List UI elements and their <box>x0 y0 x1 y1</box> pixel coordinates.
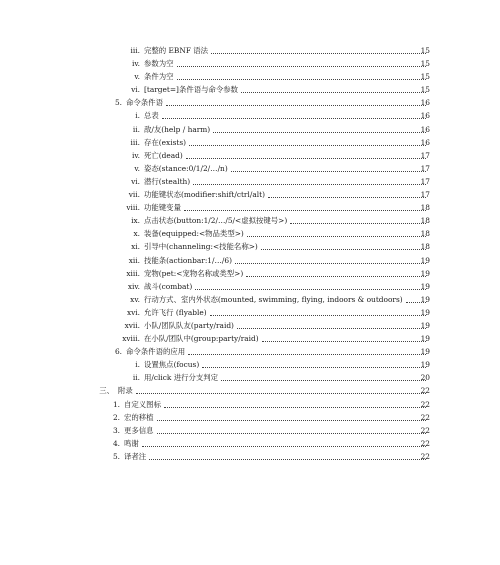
toc-entry[interactable] <box>0 345 500 358</box>
toc-entry-title: 姿态(stance:0/1/2/…/n) <box>144 163 228 173</box>
toc-entry-number: iv. <box>131 59 140 69</box>
toc-entry-title: 宏的移植 <box>124 412 154 422</box>
dot-leader <box>157 433 426 434</box>
toc-entry-page-number: 17 <box>420 190 430 200</box>
toc-entry[interactable] <box>0 70 500 83</box>
toc-entry[interactable] <box>0 437 500 450</box>
toc-entry-number: ix. <box>131 216 140 226</box>
toc-entry[interactable] <box>0 83 500 96</box>
toc-entry-title: 潜行(stealth) <box>144 176 191 186</box>
toc-entry-page-number: 19 <box>420 320 430 330</box>
dot-leader <box>211 53 426 54</box>
toc-entry-number: i. <box>135 111 140 121</box>
toc-entry-page-number: 19 <box>420 307 430 317</box>
toc-entry-page-number: 22 <box>420 399 430 409</box>
toc-entry-title: 参数为空 <box>144 59 174 69</box>
dot-leader <box>157 420 426 421</box>
dot-leader <box>290 223 426 224</box>
toc-entry-page-number: 22 <box>420 412 430 422</box>
toc-entry[interactable] <box>0 109 500 122</box>
toc-entry-number: 6. <box>114 347 122 357</box>
toc-entry-title: 在小队/团队中(group:party/raid) <box>144 334 259 344</box>
toc-entry-number: xi. <box>131 242 140 252</box>
dot-leader <box>166 105 426 106</box>
toc-entry-page-number: 17 <box>420 163 430 173</box>
toc-entry[interactable] <box>0 358 500 371</box>
toc-entry-number: xvi. <box>126 307 140 317</box>
toc-entry-page-number: 19 <box>420 255 430 265</box>
toc-entry[interactable] <box>0 384 500 397</box>
toc-entry-page-number: 22 <box>420 438 430 448</box>
toc-entry-number: 5. <box>112 451 120 461</box>
toc-entry-page-number: 19 <box>420 347 430 357</box>
toc-entry-number: ii. <box>132 373 140 383</box>
dot-leader <box>177 66 426 67</box>
toc-entry-title: 用/click 进行分支判定 <box>144 373 219 383</box>
toc-entry-page-number: 19 <box>420 294 430 304</box>
toc-entry-page-number: 15 <box>420 72 430 82</box>
toc-entry-title: 装备(equipped:<物品类型>) <box>144 229 244 239</box>
toc-entry-title: 行动方式、室内外状态(mounted, swimming, flying, indoors & outdoors) <box>144 294 403 304</box>
toc-entry-page-number: 19 <box>420 281 430 291</box>
toc-entry-number: xviii. <box>122 334 140 344</box>
dot-leader <box>189 145 426 146</box>
toc-entry[interactable] <box>0 149 500 162</box>
toc-entry-page-number: 17 <box>420 176 430 186</box>
toc-entry-number: v. <box>134 72 140 82</box>
toc-entry-title: 自定义图标 <box>124 399 161 409</box>
toc-entry-number: vi. <box>131 85 140 95</box>
toc-entry-title: 功能键变量 <box>144 203 181 213</box>
toc-entry-number: xii. <box>128 255 140 265</box>
toc-entry[interactable] <box>0 175 500 188</box>
toc-entry-page-number: 19 <box>420 360 430 370</box>
toc-entry-title: 技能条(actionbar:1/…/6) <box>144 255 232 265</box>
dot-leader <box>188 354 426 355</box>
toc-entry-title: 功能键状态(modifier:shift/ctrl/alt) <box>144 190 265 200</box>
toc-entry-title: 存在(exists) <box>144 137 187 147</box>
dot-leader <box>268 197 426 198</box>
dot-leader <box>246 276 426 277</box>
toc-entry-page-number: 15 <box>420 59 430 69</box>
dot-leader <box>162 118 426 119</box>
toc-entry-page-number: 16 <box>420 98 430 108</box>
dot-leader <box>202 367 426 368</box>
toc-entry-title: 命令条件语的应用 <box>126 347 186 357</box>
toc-entry[interactable] <box>0 214 500 227</box>
toc-entry-title: 死亡(dead) <box>144 150 183 160</box>
toc-entry-page-number: 22 <box>420 386 430 396</box>
toc-entry-title: 允许飞行 (flyable) <box>144 307 207 317</box>
toc-entry[interactable] <box>0 371 500 384</box>
dot-leader <box>247 236 426 237</box>
toc-entry-number: 4. <box>112 438 120 448</box>
toc-entry-number: 5. <box>114 98 122 108</box>
toc-entry-title: 完整的 EBNF 语法 <box>144 46 209 55</box>
toc-entry-title: 引导中(channeling:<技能名称>) <box>144 242 258 252</box>
toc-entry-title: 小队/团队队友(party/raid) <box>144 320 234 330</box>
dot-leader <box>177 79 426 80</box>
dot-leader <box>231 171 426 172</box>
toc-entry-title: 敌/友(help / harm) <box>144 124 211 134</box>
dot-leader <box>186 158 426 159</box>
toc-entry-page-number: 22 <box>420 451 430 461</box>
toc-entry[interactable] <box>0 450 500 463</box>
dot-leader <box>184 210 426 211</box>
dot-leader <box>142 446 426 447</box>
dot-leader <box>213 132 426 133</box>
toc-entry-number: xiv. <box>127 281 140 291</box>
toc-entry[interactable] <box>0 188 500 201</box>
toc-entry[interactable] <box>0 123 500 136</box>
toc-entry[interactable] <box>0 424 500 437</box>
toc-entry[interactable] <box>0 201 500 214</box>
toc-entry-number: xv. <box>130 294 140 304</box>
toc-entry-page-number: 22 <box>420 425 430 435</box>
toc-entry-number: 三、 <box>99 386 114 396</box>
toc-entry[interactable] <box>0 280 500 293</box>
dot-leader <box>149 459 426 460</box>
toc-entry[interactable] <box>0 267 500 280</box>
toc-entry-page-number: 18 <box>420 242 430 252</box>
toc-entry[interactable] <box>0 398 500 411</box>
toc-entry-page-number: 18 <box>420 203 430 213</box>
toc-entry-title: 条件为空 <box>144 72 174 82</box>
toc-entry-title: 附录 <box>118 386 133 396</box>
toc-entry[interactable] <box>0 411 500 424</box>
toc-entry-number: xiii. <box>126 268 140 278</box>
toc-entry-number: iv. <box>131 150 140 160</box>
dot-leader <box>241 92 426 93</box>
toc-entry-page-number: 15 <box>420 46 430 55</box>
dot-leader <box>193 184 426 185</box>
toc-entry-page-number: 16 <box>420 111 430 121</box>
toc-entry-number: vi. <box>131 176 140 186</box>
toc-entry-page-number: 19 <box>420 334 430 344</box>
dot-leader <box>195 289 426 290</box>
toc-entry-page-number: 19 <box>420 268 430 278</box>
toc-entry-number: x. <box>133 229 140 239</box>
toc-entry[interactable] <box>0 96 500 109</box>
dot-leader <box>136 393 426 394</box>
toc-entry-title: 鸣谢 <box>124 438 139 448</box>
toc-entry-title: 设置焦点(focus) <box>144 360 200 370</box>
toc-entry-title: 更多信息 <box>124 425 154 435</box>
dot-leader <box>262 341 426 342</box>
toc-entry[interactable] <box>0 136 500 149</box>
toc-entry-page-number: 16 <box>420 124 430 134</box>
toc-entry-number: ii. <box>132 124 140 134</box>
toc-entry-page-number: 18 <box>420 229 430 239</box>
toc-entry[interactable] <box>0 44 500 57</box>
toc-entry[interactable] <box>0 240 500 253</box>
toc-entry[interactable] <box>0 57 500 70</box>
toc-entry-number: vii. <box>128 190 140 200</box>
toc-entry-number: xvii. <box>124 320 140 330</box>
toc-entry-page-number: 16 <box>420 137 430 147</box>
toc-entry[interactable] <box>0 332 500 345</box>
toc-entry-page-number: 15 <box>420 85 430 95</box>
toc-entry-number: 2. <box>112 412 120 422</box>
toc-entry-title: 点击状态(button:1/2/…/5/<虚拟按键号>) <box>144 216 288 226</box>
toc-entry-page-number: 18 <box>420 216 430 226</box>
toc-entry-title: [target=]条件语与命令参数 <box>144 85 239 95</box>
toc-entry-number: i. <box>135 360 140 370</box>
toc-entry-title: 战斗(combat) <box>144 281 193 291</box>
toc-entry[interactable] <box>0 254 500 267</box>
table-of-contents <box>0 44 500 463</box>
toc-entry-number: v. <box>134 163 140 173</box>
toc-entry[interactable] <box>0 293 500 306</box>
toc-entry-title: 译者注 <box>124 451 147 461</box>
toc-entry-page-number: 17 <box>420 150 430 160</box>
dot-leader <box>221 380 426 381</box>
dot-leader <box>261 249 426 250</box>
toc-entry-title: 总表 <box>144 111 159 121</box>
toc-entry[interactable] <box>0 319 500 332</box>
toc-entry[interactable] <box>0 162 500 175</box>
dot-leader <box>235 263 426 264</box>
toc-entry-page-number: 20 <box>420 373 430 383</box>
toc-entry[interactable] <box>0 227 500 240</box>
toc-entry-number: viii. <box>126 203 140 213</box>
toc-entry-number: iii. <box>130 46 140 55</box>
toc-entry-number: 3. <box>112 425 120 435</box>
toc-entry-number: 1. <box>112 399 120 409</box>
toc-entry-number: iii. <box>130 137 140 147</box>
dot-leader <box>237 328 426 329</box>
dot-leader <box>164 407 426 408</box>
toc-entry-title: 命令条件语 <box>126 98 163 108</box>
toc-entry[interactable] <box>0 306 500 319</box>
toc-entry-title: 宠物(pet:<宠物名称或类型>) <box>144 268 244 278</box>
dot-leader <box>210 315 426 316</box>
